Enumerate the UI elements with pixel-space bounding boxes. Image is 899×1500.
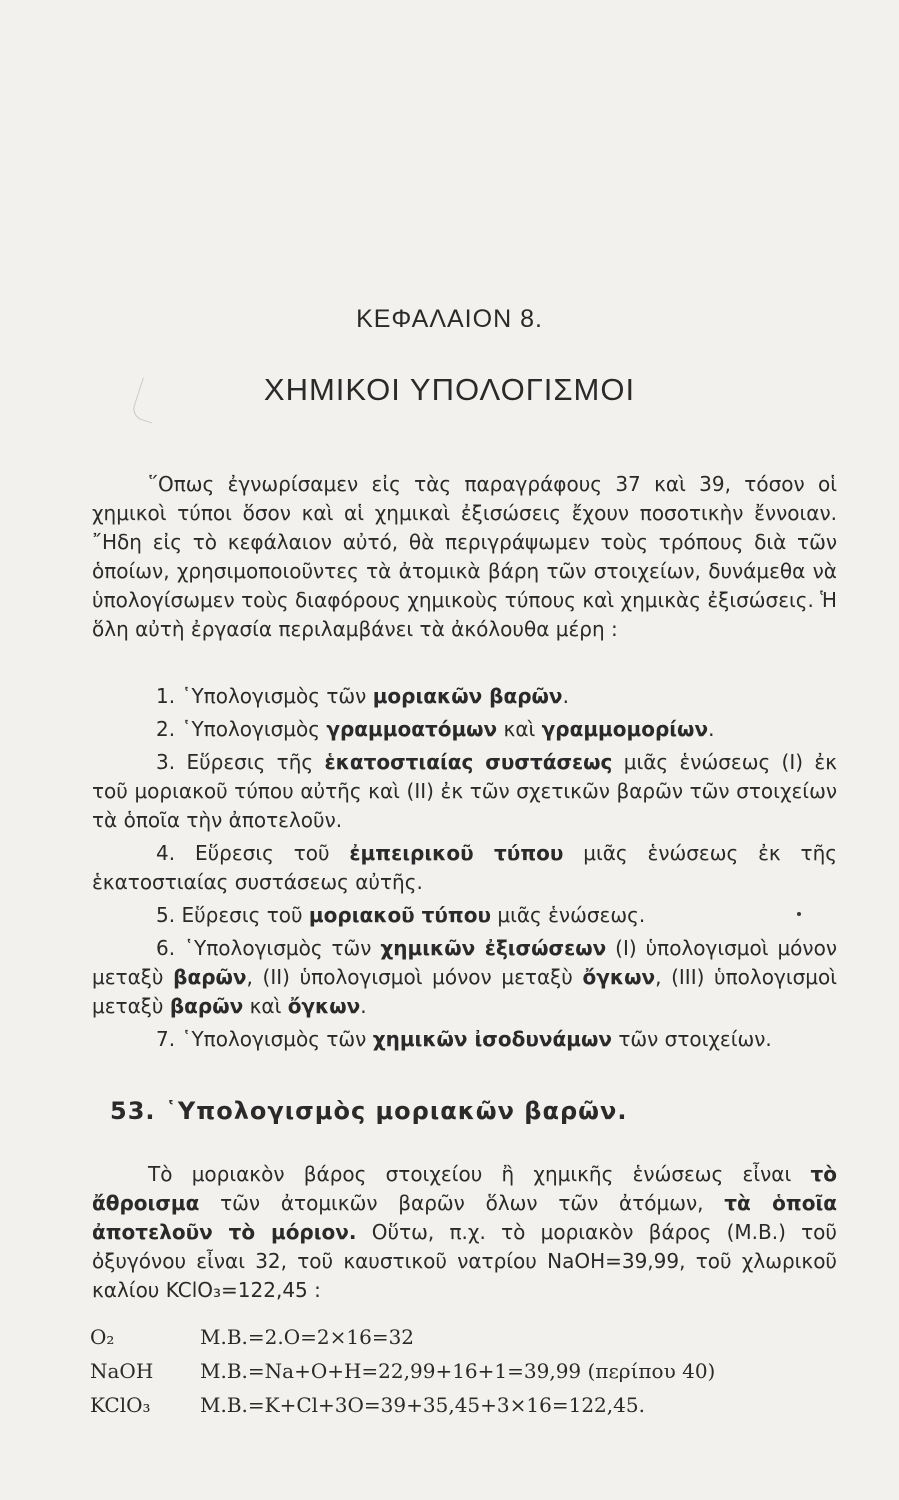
paragraph-bold: τὰ ὁποῖα ἀποτελοῦν τὸ μόριον. [92,1191,837,1244]
list-item-text: . [562,684,569,708]
list-item-bold: βαρῶν [173,965,247,989]
list-item-text: Εὕρεσις τοῦ [194,841,350,865]
list-item-text: τῶν στοιχείων. [611,1027,772,1051]
intro-paragraph-block [92,470,837,644]
list-item-bold: μοριακοῦ τύπου [308,903,491,927]
list-item-text: Εὕρεσις τῆς [186,750,325,774]
list-item-text: ῾Υπολογισμὸς τῶν [181,1027,373,1051]
list-item [92,1025,837,1054]
list-item [92,715,837,744]
list-item-bold: ὄγκων [582,965,656,989]
formula-row [90,1354,715,1388]
formula-label: KClO₃ [90,1393,151,1417]
list-item-text: , (III) ὑπολογισμοὶ μεταξὺ [92,965,837,1018]
ink-dot [797,912,801,916]
list-item-bold: χημικῶν ἰσοδυνάμων [372,1027,612,1051]
list-item-bold: ἑκατοστιαίας συστάσεως [324,750,613,774]
list-item [92,934,837,1021]
section-paragraph-block [92,1160,837,1305]
formula-value: Μ.Β.=Na+O+H=22,99+16+1=39,99 (περίπου 40) [200,1359,716,1383]
formula-label: NaOH [90,1359,154,1383]
list-item-bold: βαρῶν [169,994,244,1018]
list-item-bold: ὄγκων [287,994,361,1018]
list-item-text: (I) ὑπολογισμοὶ μόνον μεταξὺ [92,936,838,989]
list-item [92,901,837,930]
paragraph-text: Οὕτω, π.χ. τὸ μοριακὸν βάρος (Μ.Β.) τοῦ ὀξυγόνου εἶναι 32, τοῦ καυστικοῦ νατρίου NaOH=39,99, τοῦ χλωρικοῦ καλίου KClO₃=122,45 : [92,1220,837,1302]
list-item-text: Εὕρεσις τοῦ [181,903,309,927]
list-item-text: μιᾶς ἑνώσεως (I) ἐκ τοῦ μοριακοῦ τύπου αὐτῆς καὶ (II) ἐκ τῶν σχετικῶν βαρῶν τῶν στοιχείων τὰ ὁποῖα τὴν ἀποτελοῦν. [92,750,837,832]
list-item-bold: μοριακῶν βαρῶν [372,684,563,708]
list-item-number: 3. [156,750,176,774]
section-paragraph [92,1160,837,1305]
list-item-text: μιᾶς ἑνώσεως ἐκ τῆς ἑκατοστιαίας συστάσεως αὐτῆς. [92,841,837,894]
paragraph-text: τῶν ἀτομικῶν βαρῶν ὅλων τῶν ἀτόμων, [199,1191,725,1215]
list-item [92,839,837,897]
topics-list [92,682,837,1058]
paragraph-text: Τὸ μοριακὸν βάρος στοιχείου ἢ χημικῆς ἑνώσεως εἶναι [148,1162,811,1186]
list-item-number: 6. [156,936,176,960]
intro-paragraph: ῞Οπως ἐγνωρίσαμεν εἰς τὰς παραγράφους 37 καὶ 39, τόσον οἱ χημικοὶ τύποι ὅσον καὶ αἱ χημικαὶ ἐξισώσεις ἔχουν ποσοτικὴν ἔννοιαν. ῎Ηδη εἰς τὸ κεφάλαιον αὐτό, θὰ περιγράψωμεν τοὺς τρόπους διὰ τῶν ὁποίων, χρησιμοποιοῦντες τὰ ἀτομικὰ βάρη τῶν στοιχείων, δυνάμεθα νὰ ὑπολογίσωμεν τοὺς διαφόρους χημικοὺς τύπους καὶ χημικὰς ἐξισώσεις. Ἡ ὅλη αὐτὴ ἐργασία περιλαμβάνει τὰ ἀκόλουθα μέρη : [92,472,837,641]
formula-label: O₂ [90,1325,115,1349]
list-item-text: μιᾶς ἑνώσεως. [490,903,646,927]
list-item-bold: χημικῶν ἐξισώσεων [380,936,607,960]
formula-value: Μ.Β.=K+Cl+3O=39+35,45+3×16=122,45. [200,1393,645,1417]
list-item-text: , (II) ὑπολογισμοὶ μόνον μεταξὺ [246,965,583,989]
paragraph-bold: τὸ ἄθροισμα [92,1162,837,1215]
list-item-text: ῾Υπολογισμὸς τῶν [184,936,381,960]
list-item [92,682,837,711]
list-item [92,748,837,835]
section-heading: 53. ῾Υπολογισμὸς μοριακῶν βαρῶν. [110,1097,628,1125]
list-item-number: 2. [156,717,176,741]
list-item-number: 7. [156,1027,176,1051]
formula-list [90,1320,715,1422]
list-item-number: 1. [156,684,176,708]
list-item-number: 5. [156,903,176,927]
formula-value: Μ.Β.=2.O=2×16=32 [200,1325,415,1349]
list-item-text: καὶ [497,717,542,741]
list-item-bold: γραμμομορίων [541,717,709,741]
formula-row [90,1388,715,1422]
list-item-bold: γραμμοατόμων [326,717,498,741]
list-item-text: καὶ [243,994,288,1018]
formula-row [90,1320,715,1354]
list-item-bold: ἐμπειρικοῦ τύπου [349,841,564,865]
list-item-text: ῾Υπολογισμὸς τῶν [181,684,373,708]
list-item-text: . [360,994,367,1018]
list-item-text: ῾Υπολογισμὸς [181,717,327,741]
chapter-title: ΧΗΜΙΚΟΙ ΥΠΟΛΟΓΙΣΜΟΙ [263,372,636,407]
chapter-heading: ΚΕΦΑΛΑΙΟΝ 8. [356,305,543,333]
list-item-number: 4. [156,841,176,865]
list-item-text: . [708,717,715,741]
